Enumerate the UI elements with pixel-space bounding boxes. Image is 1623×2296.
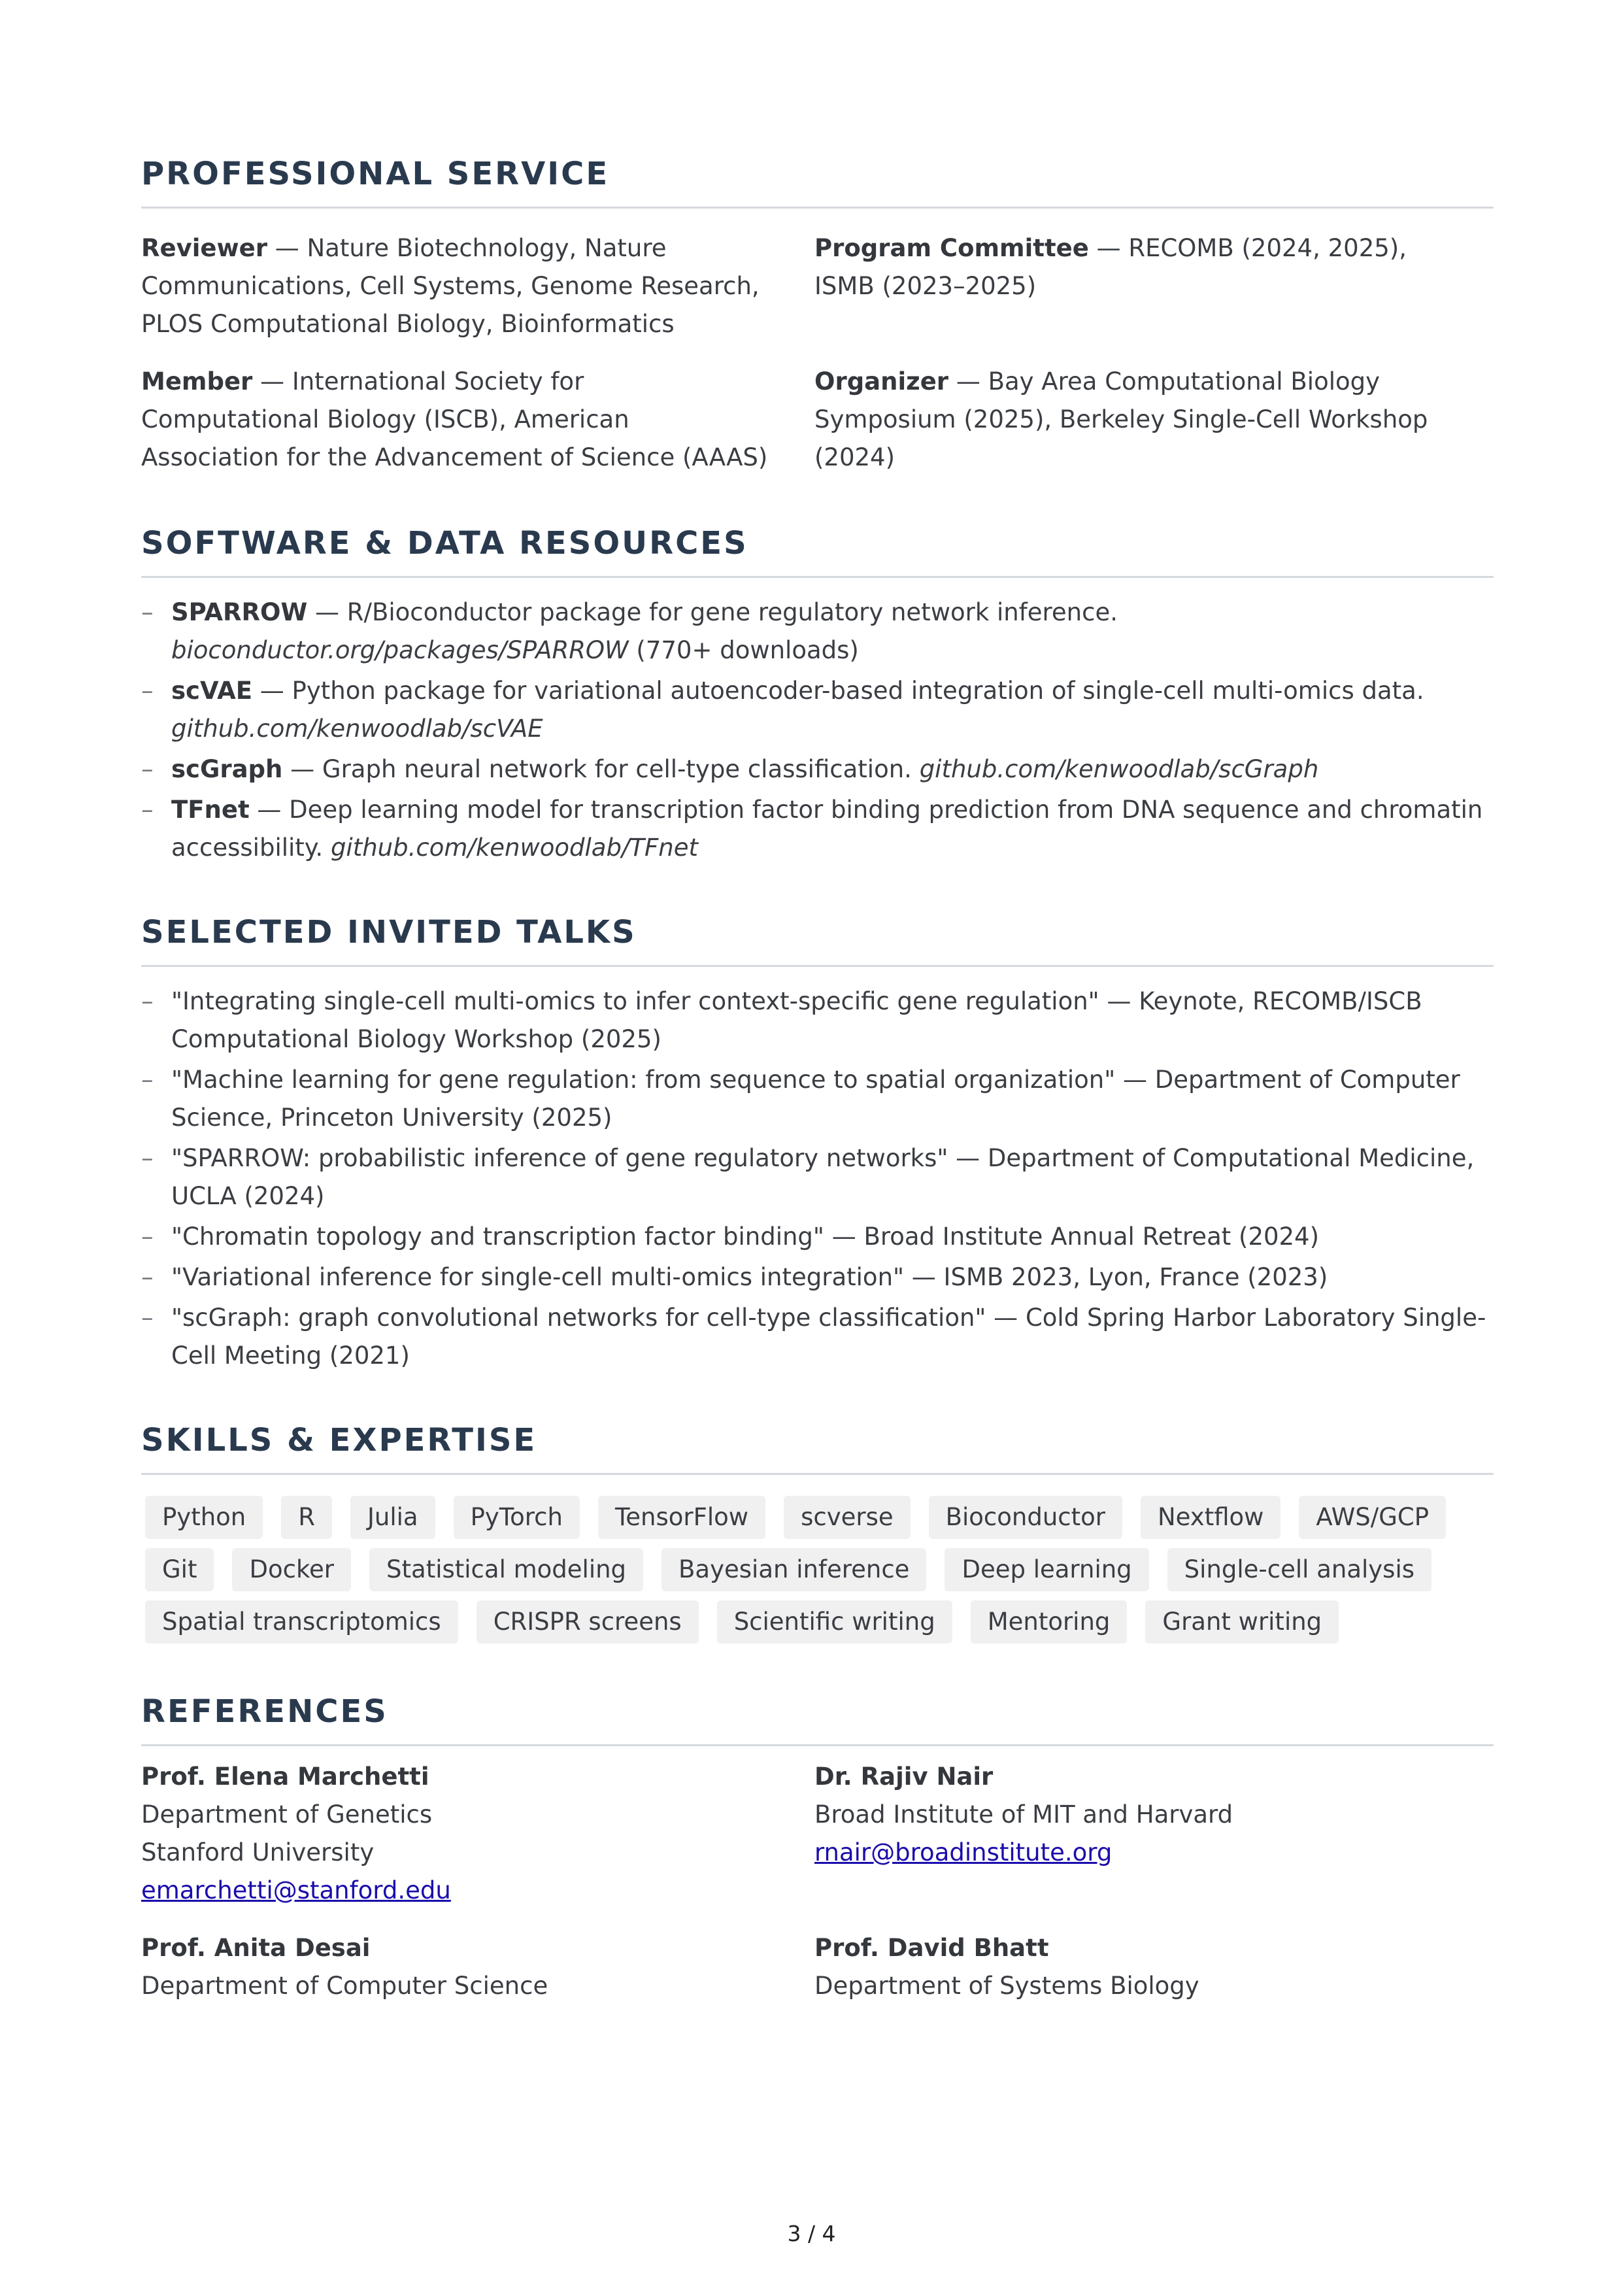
- reference-line: Department of Systems Biology: [814, 1972, 1199, 2000]
- references-heading: REFERENCES: [141, 1692, 1494, 1746]
- software-link: github.com/kenwoodlab/TFnet: [330, 834, 699, 862]
- page-number: 3 / 4: [787, 2221, 836, 2246]
- software-item-sparrow: – SPARROW — R/Bioconductor package for gene regulatory network inference. bioconductor.org/packages/SPARROW (770+ downloads): [141, 594, 1494, 669]
- skill-tag: scverse: [784, 1496, 911, 1539]
- reference-line: Broad Institute of MIT and Harvard: [814, 1800, 1233, 1829]
- software-link: github.com/kenwoodlab/scGraph: [919, 755, 1319, 783]
- reference-name: Prof. Anita Desai: [141, 1934, 371, 1962]
- talk-item: – "Variational inference for single-cell multi-omics integration" — ISMB 2023, Lyon, France (2023): [141, 1258, 1494, 1296]
- reference-email-link[interactable]: rnair@broadinstitute.org: [814, 1838, 1113, 1866]
- professional-service-heading: PROFESSIONAL SERVICE: [141, 154, 1494, 209]
- software-link: github.com/kenwoodlab/scVAE: [171, 715, 543, 743]
- talk-item: – "Machine learning for gene regulation: from sequence to spatial organization" — Department of Computer Science, Princeton University (2025): [141, 1061, 1494, 1137]
- skills-section: [141, 1421, 1494, 1644]
- reference-entry: [141, 1929, 814, 2005]
- talk-item: – "Integrating single-cell multi-omics to infer context-specific gene regulation" — Keynote, RECOMB/ISCB Computational Biology Workshop (2025): [141, 983, 1494, 1058]
- skill-tag: Mentoring: [971, 1600, 1128, 1644]
- software-item-scvae: – scVAE — Python package for variational autoencoder-based integration of single-cell multi-omics data. github.com/kenwoodlab/scVAE: [141, 672, 1494, 748]
- reference-line: Stanford University: [141, 1838, 375, 1866]
- skills-heading: SKILLS & EXPERTISE: [141, 1421, 1494, 1475]
- talks-list: [141, 983, 1494, 1375]
- service-item-member: Member — International Society for Computational Biology (ISCB), American Association for the Advancement of Science (AAAS): [141, 367, 768, 471]
- service-grid: [141, 229, 1494, 496]
- skill-tag: Docker: [232, 1548, 351, 1591]
- skill-tag: Spatial transcriptomics: [145, 1600, 458, 1644]
- software-section: [141, 524, 1494, 867]
- skill-tag: Bayesian inference: [661, 1548, 926, 1591]
- references-section: [141, 1692, 1494, 2025]
- reference-name: Prof. David Bhatt: [814, 1934, 1049, 1962]
- skill-tag: Deep learning: [945, 1548, 1148, 1591]
- reference-email-link[interactable]: emarchetti@stanford.edu: [141, 1876, 451, 1904]
- software-heading: SOFTWARE & DATA RESOURCES: [141, 524, 1494, 578]
- skill-tag: Statistical modeling: [369, 1548, 643, 1591]
- service-item-program-committee: Program Committee — RECOMB (2024, 2025), ISMB (2023–2025): [814, 234, 1407, 300]
- reference-entry: [141, 1758, 814, 1910]
- talks-heading: SELECTED INVITED TALKS: [141, 913, 1494, 967]
- reference-line: Department of Computer Science: [141, 1972, 548, 2000]
- reference-entry: [814, 1758, 1494, 1910]
- skill-tag: Nextflow: [1141, 1496, 1280, 1539]
- skill-tag: Julia: [350, 1496, 435, 1539]
- skill-tag: Git: [145, 1548, 214, 1591]
- talk-item: – "Chromatin topology and transcription factor binding" — Broad Institute Annual Retreat (2024): [141, 1218, 1494, 1256]
- skill-tag: Grant writing: [1145, 1600, 1339, 1644]
- talks-section: [141, 913, 1494, 1375]
- talk-item: – "SPARROW: probabilistic inference of gene regulatory networks" — Department of Computational Medicine, UCLA (2024): [141, 1140, 1494, 1215]
- skill-tag: Python: [145, 1496, 263, 1539]
- skill-tag: TensorFlow: [598, 1496, 765, 1539]
- skill-tag: PyTorch: [454, 1496, 580, 1539]
- reference-line: Department of Genetics: [141, 1800, 433, 1829]
- service-item-organizer: Organizer — Bay Area Computational Biology Symposium (2025), Berkeley Single-Cell Workshop (2024): [814, 367, 1428, 471]
- skill-tag: R: [281, 1496, 332, 1539]
- reference-entry: [814, 1929, 1494, 2005]
- skills-tags: [141, 1496, 1494, 1644]
- talk-item: – "scGraph: graph convolutional networks for cell-type classification" — Cold Spring Harbor Laboratory Single-Cell Meeting (2021): [141, 1299, 1494, 1375]
- professional-service-section: [141, 154, 1494, 496]
- references-grid: [141, 1758, 1494, 2025]
- skill-tag: CRISPR screens: [477, 1600, 699, 1644]
- reference-name: Prof. Elena Marchetti: [141, 1763, 429, 1791]
- skill-tag: Bioconductor: [929, 1496, 1122, 1539]
- service-item-reviewer: Reviewer — Nature Biotechnology, Nature Communications, Cell Systems, Genome Research, PLOS Computational Biology, Bioinformatics: [141, 234, 760, 338]
- software-item-tfnet: – TFnet — Deep learning model for transcription factor binding prediction from DNA sequence and chromatin accessibility. github.com/kenwoodlab/TFnet: [141, 791, 1494, 867]
- software-link: bioconductor.org/packages/SPARROW: [171, 636, 629, 664]
- software-list: [141, 594, 1494, 867]
- software-item-scgraph: – scGraph — Graph neural network for cell-type classification. github.com/kenwoodlab/scGraph: [141, 751, 1494, 788]
- skill-tag: Single-cell analysis: [1167, 1548, 1431, 1591]
- reference-name: Dr. Rajiv Nair: [814, 1763, 994, 1791]
- page-content: [141, 154, 1494, 2025]
- skill-tag: AWS/GCP: [1299, 1496, 1446, 1539]
- skill-tag: Scientific writing: [717, 1600, 952, 1644]
